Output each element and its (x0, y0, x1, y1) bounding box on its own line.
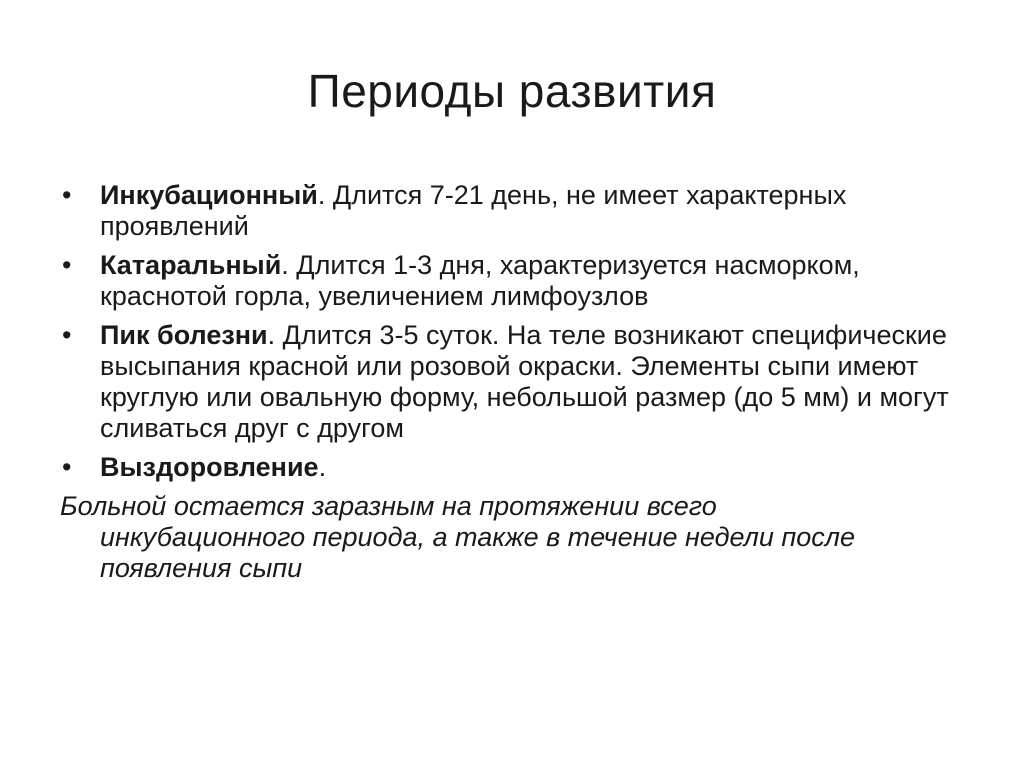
bullet-item-catarrhal (60, 250, 960, 312)
bullet-text: . Длится 7-21 день, не имеет характерных проявлений (100, 180, 847, 241)
bullet-text: . (318, 452, 327, 482)
bullet-icon: • (62, 250, 72, 280)
bullet-text: . Длится 1-3 дня, характеризуется насморком, краснотой горла, увеличением лимфоузлов (100, 250, 860, 311)
note-rest-lines: инкубационного периода, а также в течение недели после появления сыпи (100, 522, 856, 583)
slide-content (60, 180, 960, 584)
bullet-icon: • (62, 180, 72, 210)
bullet-term: Пик болезни (100, 320, 268, 350)
note-first-line: Больной остается заразным на протяжении всего (60, 491, 717, 521)
bullet-term: Катаральный (100, 250, 282, 280)
bullet-item-incubation (60, 180, 960, 242)
bullet-icon: • (62, 320, 72, 350)
bullet-list (60, 180, 960, 483)
bullet-text: . Длится 3-5 суток. На теле возникают специфические высыпания красной или розовой окраски. Элементы сыпи имеют круглую или овальную форму, небольшой размер (до 5 мм) и могут сливаться друг с другом (100, 320, 949, 443)
bullet-icon: • (62, 452, 72, 482)
bullet-term: Инкубационный (100, 180, 318, 210)
bullet-item-peak (60, 320, 960, 444)
bullet-item-recovery (60, 452, 960, 483)
bullet-term: Выздоровление (100, 452, 319, 482)
contagious-note (60, 491, 960, 584)
slide-title: Периоды развития (307, 65, 717, 117)
